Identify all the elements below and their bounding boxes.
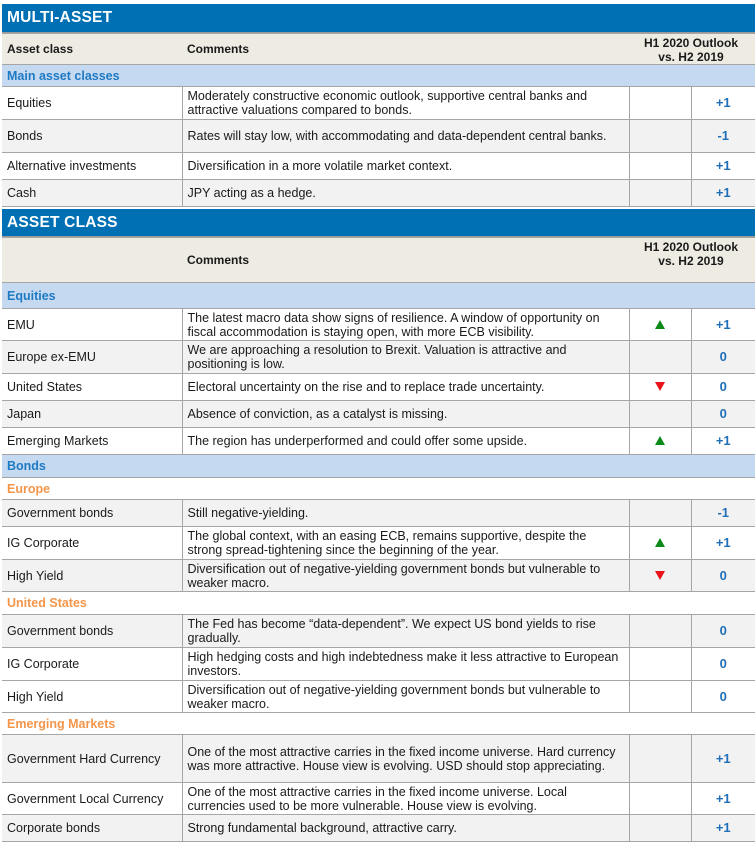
region-label: Europe <box>2 478 755 500</box>
table-row <box>2 120 755 153</box>
table-row <box>2 648 755 681</box>
table-row <box>2 341 755 374</box>
asset-comment: One of the most attractive carries in the fixed income universe. Local currencies used to be more vulnerable. House view is evolving. <box>182 783 629 815</box>
asset-name: Equities <box>2 87 182 120</box>
header-asset-class <box>2 238 182 283</box>
outlook-score: +1 <box>691 428 755 455</box>
asset-name: Government bonds <box>2 615 182 648</box>
trend-cell <box>629 153 691 180</box>
subheader-label: Main asset classes <box>2 65 755 87</box>
multi-asset-table <box>2 33 755 207</box>
asset-class-table <box>2 237 755 842</box>
arrow-up-icon <box>655 538 665 547</box>
trend-cell <box>629 527 691 560</box>
trend-cell <box>629 120 691 153</box>
trend-cell <box>629 681 691 713</box>
asset-comment: Rates will stay low, with accommodating and data-dependent central banks. <box>182 120 629 153</box>
trend-cell <box>629 401 691 428</box>
asset-comment: We are approaching a resolution to Brexit. Valuation is attractive and positioning is low. <box>182 341 629 374</box>
outlook-score: 0 <box>691 648 755 681</box>
trend-cell <box>629 374 691 401</box>
asset-name: High Yield <box>2 560 182 592</box>
trend-cell <box>629 428 691 455</box>
asset-comment: Strong fundamental background, attractive carry. <box>182 815 629 842</box>
region-label: United States <box>2 592 755 615</box>
column-header-row <box>2 238 755 283</box>
header-outlook <box>629 238 755 283</box>
asset-name: Alternative investments <box>2 153 182 180</box>
header-outlook-line1: H1 2020 Outlook <box>643 36 738 50</box>
asset-name: IG Corporate <box>2 527 182 560</box>
asset-comment: The Fed has become “data-dependent”. We expect US bond yields to rise gradually. <box>182 615 629 648</box>
asset-comment: Diversification out of negative-yielding government bonds but vulnerable to weaker macro. <box>182 560 629 592</box>
table-row <box>2 428 755 455</box>
asset-name: Government Hard Currency <box>2 735 182 783</box>
outlook-score: -1 <box>691 500 755 527</box>
trend-cell <box>629 560 691 592</box>
table-row <box>2 309 755 341</box>
outlook-score: +1 <box>691 153 755 180</box>
trend-cell <box>629 783 691 815</box>
arrow-down-icon <box>655 571 665 580</box>
outlook-score: 0 <box>691 615 755 648</box>
asset-comment: High hedging costs and high indebtedness make it less attractive to European investors. <box>182 648 629 681</box>
region-label: Emerging Markets <box>2 713 755 735</box>
asset-name: Emerging Markets <box>2 428 182 455</box>
section-band-multi-asset: MULTI-ASSET <box>2 4 755 33</box>
outlook-score: 0 <box>691 560 755 592</box>
arrow-down-icon <box>655 382 665 391</box>
asset-comment: Electoral uncertainty on the rise and to replace trade uncertainty. <box>182 374 629 401</box>
outlook-score: 0 <box>691 341 755 374</box>
trend-cell <box>629 735 691 783</box>
asset-comment: Diversification in a more volatile market context. <box>182 153 629 180</box>
table-row <box>2 500 755 527</box>
asset-name: Europe ex-EMU <box>2 341 182 374</box>
trend-cell <box>629 341 691 374</box>
outlook-score: +1 <box>691 180 755 207</box>
header-outlook-line1: H1 2020 Outlook <box>643 240 738 254</box>
asset-comment: The latest macro data show signs of resilience. A window of opportunity on fiscal accommodation is staying open, with more ECB visibility. <box>182 309 629 341</box>
asset-comment: Moderately constructive economic outlook, supportive central banks and attractive valuations compared to bonds. <box>182 87 629 120</box>
subheader-main-asset-classes <box>2 65 755 87</box>
table-row <box>2 560 755 592</box>
table-row <box>2 681 755 713</box>
table-row <box>2 615 755 648</box>
outlook-score: +1 <box>691 815 755 842</box>
table-row <box>2 153 755 180</box>
outlook-score: +1 <box>691 783 755 815</box>
header-asset-class: Asset class <box>2 34 182 65</box>
table-row <box>2 735 755 783</box>
asset-comment: The region has underperformed and could offer some upside. <box>182 428 629 455</box>
region-header-emerging-markets <box>2 713 755 735</box>
column-header-row <box>2 34 755 65</box>
outlook-score: +1 <box>691 87 755 120</box>
asset-comment: Absence of conviction, as a catalyst is missing. <box>182 401 629 428</box>
asset-name: Cash <box>2 180 182 207</box>
table-row <box>2 374 755 401</box>
trend-cell <box>629 180 691 207</box>
asset-name: Government Local Currency <box>2 783 182 815</box>
header-comments: Comments <box>182 34 629 65</box>
table-row <box>2 180 755 207</box>
asset-name: Government bonds <box>2 500 182 527</box>
table-row <box>2 401 755 428</box>
trend-cell <box>629 500 691 527</box>
outlook-score: 0 <box>691 681 755 713</box>
table-row <box>2 815 755 842</box>
asset-comment: Diversification out of negative-yielding government bonds but vulnerable to weaker macro. <box>182 681 629 713</box>
asset-name: Japan <box>2 401 182 428</box>
outlook-score: +1 <box>691 735 755 783</box>
table-row <box>2 527 755 560</box>
asset-name: EMU <box>2 309 182 341</box>
outlook-score: +1 <box>691 309 755 341</box>
subheader-label: Equities <box>2 283 755 309</box>
region-header-united-states <box>2 592 755 615</box>
outlook-score: +1 <box>691 527 755 560</box>
arrow-up-icon <box>655 320 665 329</box>
header-outlook <box>629 34 755 65</box>
outlook-score: 0 <box>691 374 755 401</box>
table-row <box>2 783 755 815</box>
asset-comment: Still negative-yielding. <box>182 500 629 527</box>
asset-name: Corporate bonds <box>2 815 182 842</box>
header-comments: Comments <box>182 238 629 283</box>
header-outlook-line2: vs. H2 2019 <box>658 254 724 268</box>
asset-comment: JPY acting as a hedge. <box>182 180 629 207</box>
outlook-score: 0 <box>691 401 755 428</box>
trend-cell <box>629 309 691 341</box>
asset-name: Bonds <box>2 120 182 153</box>
asset-name: United States <box>2 374 182 401</box>
trend-cell <box>629 648 691 681</box>
table-row <box>2 87 755 120</box>
outlook-score: -1 <box>691 120 755 153</box>
asset-comment: The global context, with an easing ECB, remains supportive, despite the strong spread-tightening since the beginning of the year. <box>182 527 629 560</box>
region-header-europe <box>2 478 755 500</box>
trend-cell <box>629 815 691 842</box>
arrow-up-icon <box>655 436 665 445</box>
subheader-bonds <box>2 455 755 478</box>
header-outlook-line2: vs. H2 2019 <box>658 50 724 64</box>
asset-name: IG Corporate <box>2 648 182 681</box>
asset-comment: One of the most attractive carries in the fixed income universe. Hard currency was more attractive. House view is evolving. USD should stop appreciating. <box>182 735 629 783</box>
asset-name: High Yield <box>2 681 182 713</box>
subheader-equities <box>2 283 755 309</box>
subheader-label: Bonds <box>2 455 755 478</box>
trend-cell <box>629 87 691 120</box>
outlook-document <box>2 0 755 842</box>
section-band-asset-class: ASSET CLASS <box>2 209 755 237</box>
trend-cell <box>629 615 691 648</box>
